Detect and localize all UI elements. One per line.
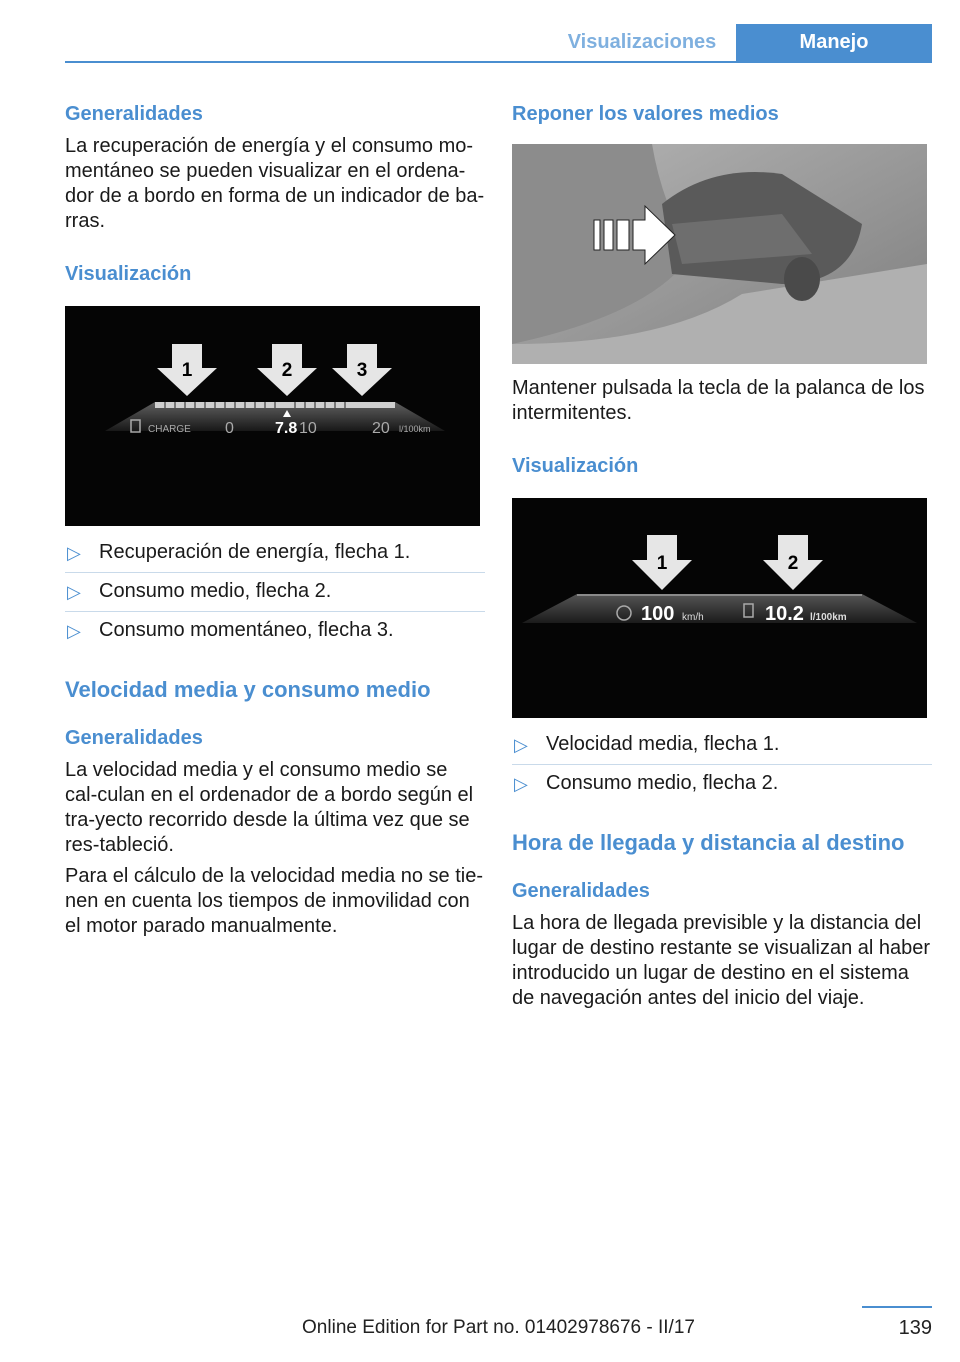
consumption-unit: l/100km xyxy=(810,612,847,623)
consumption-value: 10.2 xyxy=(765,603,804,625)
left-column xyxy=(65,100,485,945)
heading-visualizacion: Visualización xyxy=(65,263,192,285)
speed-unit: km/h xyxy=(682,612,704,623)
footer-edition: Online Edition for Part no. 01402978676 - II/17 xyxy=(302,1317,695,1338)
heading-reponer: Reponer los valores medios xyxy=(512,103,779,125)
heading-generalidades: Generalidades xyxy=(65,103,203,125)
arrow-3-icon xyxy=(332,344,392,396)
heading-generalidades-2: Generalidades xyxy=(65,727,203,749)
heading-visualizacion-2: Visualización xyxy=(512,455,639,477)
header-rule xyxy=(65,61,932,63)
energy-bar-svg xyxy=(65,306,480,526)
charge-label: CHARGE xyxy=(148,424,191,435)
arrow-2-label: 2 xyxy=(787,553,799,574)
bullet-list-average xyxy=(512,732,932,803)
list-item: ▷ Recuperación de energía, flecha 1. xyxy=(65,540,485,573)
page-number: 139 xyxy=(898,1317,932,1339)
list-item: ▷ Consumo medio, flecha 2. xyxy=(514,772,779,794)
paragraph-hora: La hora de llegada previsible y la distancia del lugar de destino restante se visualizan al haber introducido un lugar de destino en el sistema de navegación antes del inicio del viaje. xyxy=(512,912,931,1009)
unit-label: l/100km xyxy=(399,424,431,434)
heading-hora-llegada: Hora de llegada y distancia al destino xyxy=(512,830,905,855)
tick-10: 10 xyxy=(299,420,317,437)
figure-energy-bar-display xyxy=(65,306,480,526)
speed-value: 100 xyxy=(641,603,675,625)
lever-svg xyxy=(512,144,927,364)
arrow-1-label: 1 xyxy=(656,553,668,574)
arrow-2-icon xyxy=(763,535,823,590)
arrow-1-icon xyxy=(632,535,692,590)
average-display-svg xyxy=(512,498,927,718)
bullet-list-energy xyxy=(65,540,485,650)
tick-0: 0 xyxy=(225,420,234,437)
list-item: ▷ Velocidad media, flecha 1. xyxy=(512,732,932,765)
arrow-1-icon xyxy=(157,344,217,396)
arrow-2-label: 2 xyxy=(281,360,293,381)
list-item: ▷ Consumo momentáneo, flecha 3. xyxy=(67,619,394,641)
arrow-2-icon xyxy=(257,344,317,396)
paragraph-velocidad-2: Para el cálculo de la velocidad media no se tie-nen en cuenta los tiempos de inmovilidad con el motor parado manualmente. xyxy=(65,865,484,937)
heading-velocidad-media: Velocidad media y consumo medio xyxy=(65,677,431,702)
right-column xyxy=(512,100,932,1017)
heading-generalidades-3: Generalidades xyxy=(512,880,650,902)
paragraph-mantener: Mantener pulsada la tecla de la palanca de los intermitentes. xyxy=(512,377,925,424)
header-chapter-tab[interactable]: Manejo xyxy=(736,24,932,61)
figure-average-display xyxy=(512,498,927,718)
header-section-tab[interactable]: Visualizaciones xyxy=(548,24,736,61)
arrow-1-label: 1 xyxy=(181,360,193,381)
tick-20: 20 xyxy=(372,420,390,437)
value-current: 7.8 xyxy=(275,420,298,437)
paragraph-velocidad-1: La velocidad media y el consumo medio se cal-culan en el ordenador de a bordo según el tra-yecto recorrido desde la última vez que se res-tableció. xyxy=(65,759,474,856)
footer-rule xyxy=(862,1306,932,1308)
paragraph-intro: La recuperación de energía y el consumo mo-mentáneo se pueden visualizar en el ordena-dor de a bordo en forma de un indicador de ba-rras. xyxy=(65,135,485,232)
list-item: ▷ Consumo medio, flecha 2. xyxy=(65,579,485,612)
figure-turn-signal-lever xyxy=(512,144,927,364)
arrow-3-label: 3 xyxy=(356,360,368,381)
